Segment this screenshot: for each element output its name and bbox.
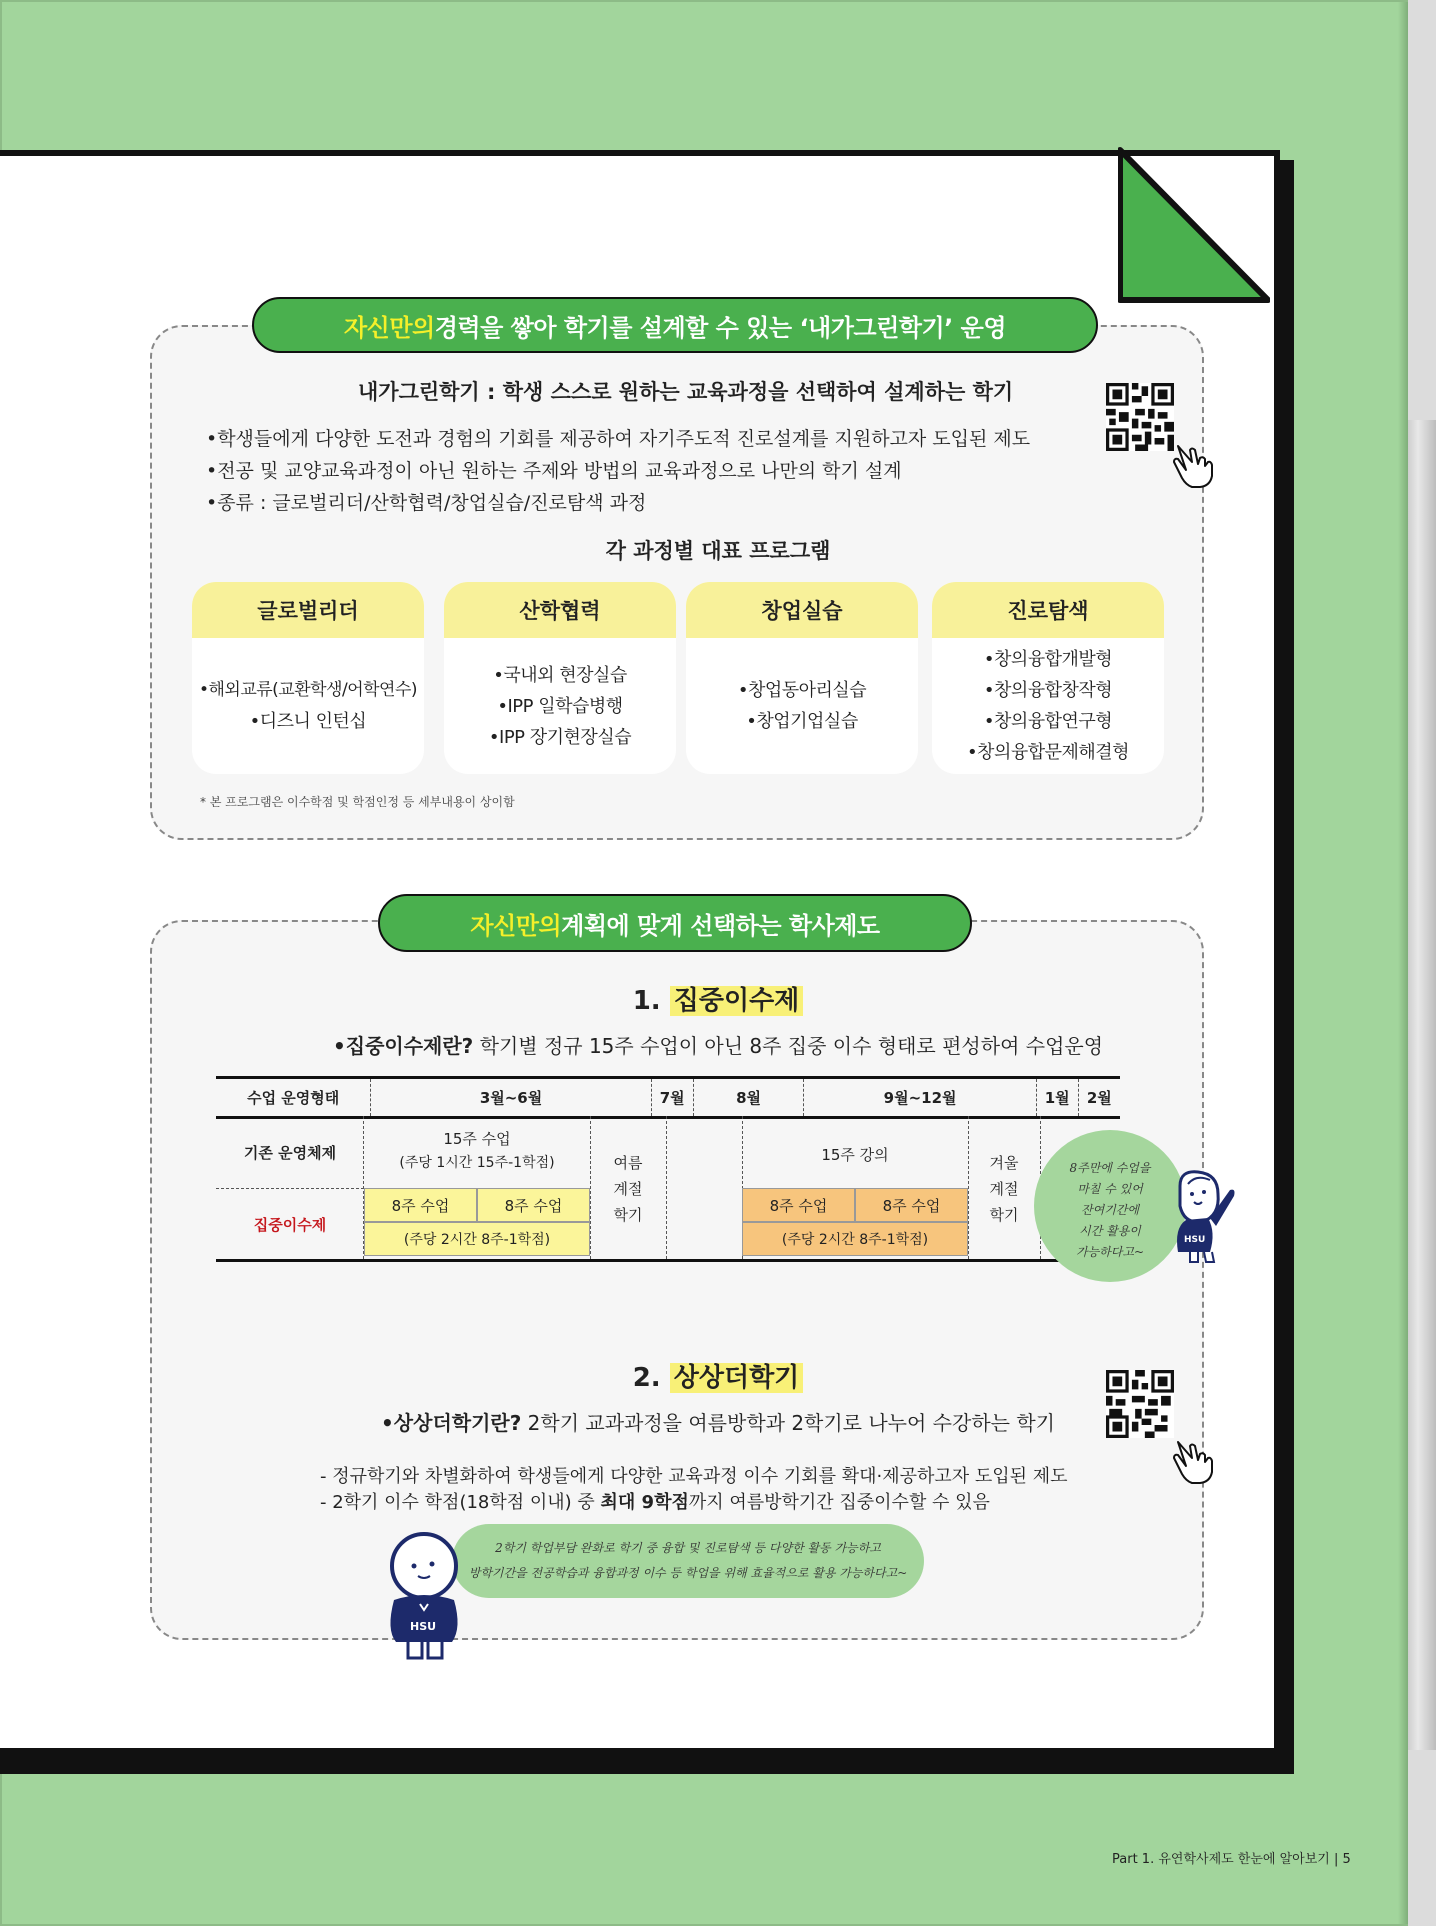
page-stack-edge xyxy=(1406,420,1436,1750)
program-name: 창업실습 xyxy=(686,582,918,638)
section2-title xyxy=(378,894,972,952)
schedule-table-body xyxy=(216,1116,1120,1262)
summer-line: 학기 xyxy=(613,1206,643,1224)
program-item: •창의융합문제해결형 xyxy=(966,742,1130,763)
mascot-label: HSU xyxy=(410,1620,437,1633)
existing-spring-line2: (주당 1시간 15주-1학점) xyxy=(399,1155,555,1171)
program-card-startup xyxy=(686,582,918,774)
table-header-row xyxy=(216,1078,1120,1118)
part2-title: 상상더학기 xyxy=(670,1363,804,1393)
part2-bullet-2-bold: 최대 9학점 xyxy=(600,1492,689,1513)
fall-credit-note: (주당 2시간 8주-1학점) xyxy=(742,1222,968,1256)
program-item: •해외교류(교환학생/어학연수) xyxy=(198,680,418,700)
summer-session xyxy=(590,1150,666,1228)
program-item: •창업동아리실습 xyxy=(737,680,867,701)
part2-lead-bold: •상상더학기란? xyxy=(381,1411,522,1435)
program-card-global-leader xyxy=(192,582,424,774)
program-item: •디즈니 인턴십 xyxy=(249,711,367,732)
part2-bullet-2-b: 까지 여름방학기간 집중이수할 수 있음 xyxy=(688,1492,990,1513)
section1-title-highlight: 자신만의 xyxy=(343,313,435,342)
part2-lead xyxy=(0,1407,1436,1436)
winter-line: 계절 xyxy=(989,1180,1019,1198)
summer-line: 여름 xyxy=(613,1154,643,1172)
table-header: 수업 운영형태 xyxy=(216,1078,371,1118)
summer-line: 계절 xyxy=(613,1180,643,1198)
bubble-line: 2학기 학업부담 완화로 학기 중 융합 및 진로탐색 등 다양한 활동 가능하고 xyxy=(495,1541,881,1555)
program-item: •창의융합개발형 xyxy=(983,649,1113,670)
section1-definition: 내가그린학기 : 학생 스스로 원하는 교육과정을 선택하여 설계하는 학기 xyxy=(358,380,1014,404)
part1-title: 집중이수제 xyxy=(670,986,804,1016)
table-header: 8월 xyxy=(693,1078,804,1118)
spring-8week-b: 8주 수업 xyxy=(477,1188,590,1222)
fall-8week-a: 8주 수업 xyxy=(742,1188,855,1222)
part2-lead-text: 2학기 교과과정을 여름방학과 2학기로 나누어 수강하는 학기 xyxy=(521,1411,1055,1435)
bubble-line: 가능하다고~ xyxy=(1075,1245,1144,1259)
existing-fall: 15주 강의 xyxy=(821,1146,889,1164)
part2-bullet-2 xyxy=(320,1488,990,1514)
section2-title-rest: 계획에 맞게 선택하는 학사제도 xyxy=(561,911,880,940)
winter-session xyxy=(968,1150,1040,1228)
table-header: 7월 xyxy=(651,1078,693,1118)
part1-lead-text: 학기별 정규 15주 수업이 아닌 8주 집중 이수 형태로 편성하여 수업운영 xyxy=(473,1034,1104,1058)
part2-bullet-2-a: - 2학기 이수 학점(18학점 이내) 중 xyxy=(320,1492,601,1513)
bubble-line: 마칠 수 있어 xyxy=(1077,1182,1143,1196)
section1-title-rest: 경력을 쌓아 학기를 설계할 수 있는 ‘내가그린학기’ 운영 xyxy=(434,313,1007,342)
program-name: 산학협력 xyxy=(444,582,676,638)
part1-number: 1. xyxy=(632,986,661,1016)
page-footer: Part 1. 유연학사제도 한눈에 알아보기 | 5 xyxy=(1112,1852,1351,1867)
mascot-label: HSU xyxy=(1184,1235,1206,1245)
program-item: •창의융합창작형 xyxy=(983,680,1113,701)
part2-heading xyxy=(0,1357,1436,1394)
speech-bubble-extra-semester xyxy=(452,1524,924,1598)
part1-lead-bold: •집중이수제란? xyxy=(332,1034,474,1058)
qr-code-icon[interactable] xyxy=(1106,383,1174,451)
part1-lead xyxy=(0,1030,1436,1059)
row-label-intensive: 집중이수제 xyxy=(253,1216,327,1234)
spring-credit-note: (주당 2시간 8주-1학점) xyxy=(364,1222,590,1256)
table-header: 9월~12월 xyxy=(804,1078,1036,1118)
schedule-table xyxy=(216,1076,1120,1119)
bubble-line: 방학기간을 전공학습과 융합과정 이수 등 학업을 위해 효율적으로 활용 가능하다고~ xyxy=(468,1566,908,1580)
table-header: 2월 xyxy=(1078,1078,1120,1118)
row-label-existing: 기존 운영체제 xyxy=(243,1144,337,1162)
spring-8week-a: 8주 수업 xyxy=(364,1188,477,1222)
program-item: •창의융합연구형 xyxy=(983,711,1113,732)
table-header: 1월 xyxy=(1036,1078,1078,1118)
winter-line: 겨울 xyxy=(989,1154,1019,1172)
winter-line: 학기 xyxy=(989,1206,1019,1224)
table-header: 3월~6월 xyxy=(371,1078,651,1118)
pointing-hand-icon xyxy=(1170,1436,1220,1486)
bubble-line: 잔여기간에 xyxy=(1081,1203,1139,1217)
qr-code-icon[interactable] xyxy=(1106,1370,1174,1438)
part2-bullet-1: - 정규학기와 차별화하여 학생들에게 다양한 교육과정 이수 기회를 확대·제공하고자 도입된 제도 xyxy=(320,1466,1068,1487)
section1-bullet-2: •전공 및 교양교육과정이 아닌 원하는 주제와 방법의 교육과정으로 나만의 학기 설계 xyxy=(206,460,902,482)
part1-heading xyxy=(0,980,1436,1017)
section1-note: * 본 프로그램은 이수학점 및 학점인정 등 세부내용이 상이함 xyxy=(200,795,515,809)
bubble-line: 8주만에 수업을 xyxy=(1069,1161,1151,1175)
program-item: •IPP 일학습병행 xyxy=(497,695,623,717)
program-item: •창업기업실습 xyxy=(746,711,858,732)
folded-corner xyxy=(1118,146,1270,306)
existing-spring-line1: 15주 수업 xyxy=(443,1130,511,1148)
program-item: •IPP 장기현장실습 xyxy=(488,726,632,748)
bubble-line: 시간 활용이 xyxy=(1079,1224,1141,1238)
section1-bullet-1: •학생들에게 다양한 도전과 경험의 기회를 제공하여 자기주도적 진로설계를 지원하고자 도입된 제도 xyxy=(206,428,1031,450)
program-item: •국내외 현장실습 xyxy=(493,664,627,686)
program-name: 진로탐색 xyxy=(932,582,1164,638)
section1-title xyxy=(252,297,1098,353)
program-name: 글로벌리더 xyxy=(192,582,424,638)
pointing-hand-icon xyxy=(1170,440,1220,490)
program-card-industry xyxy=(444,582,676,774)
section2-title-highlight: 자신만의 xyxy=(470,911,562,940)
programs-title: 각 과정별 대표 프로그램 xyxy=(605,539,831,563)
mascot-character-icon xyxy=(1150,1166,1246,1266)
fall-8week-b: 8주 수업 xyxy=(855,1188,968,1222)
section1-bullet-3: •종류 : 글로벌리더/산학협력/창업실습/진로탐색 과정 xyxy=(206,492,647,514)
program-card-career xyxy=(932,582,1164,774)
mascot-character-icon xyxy=(380,1530,470,1664)
part2-number: 2. xyxy=(632,1363,661,1393)
